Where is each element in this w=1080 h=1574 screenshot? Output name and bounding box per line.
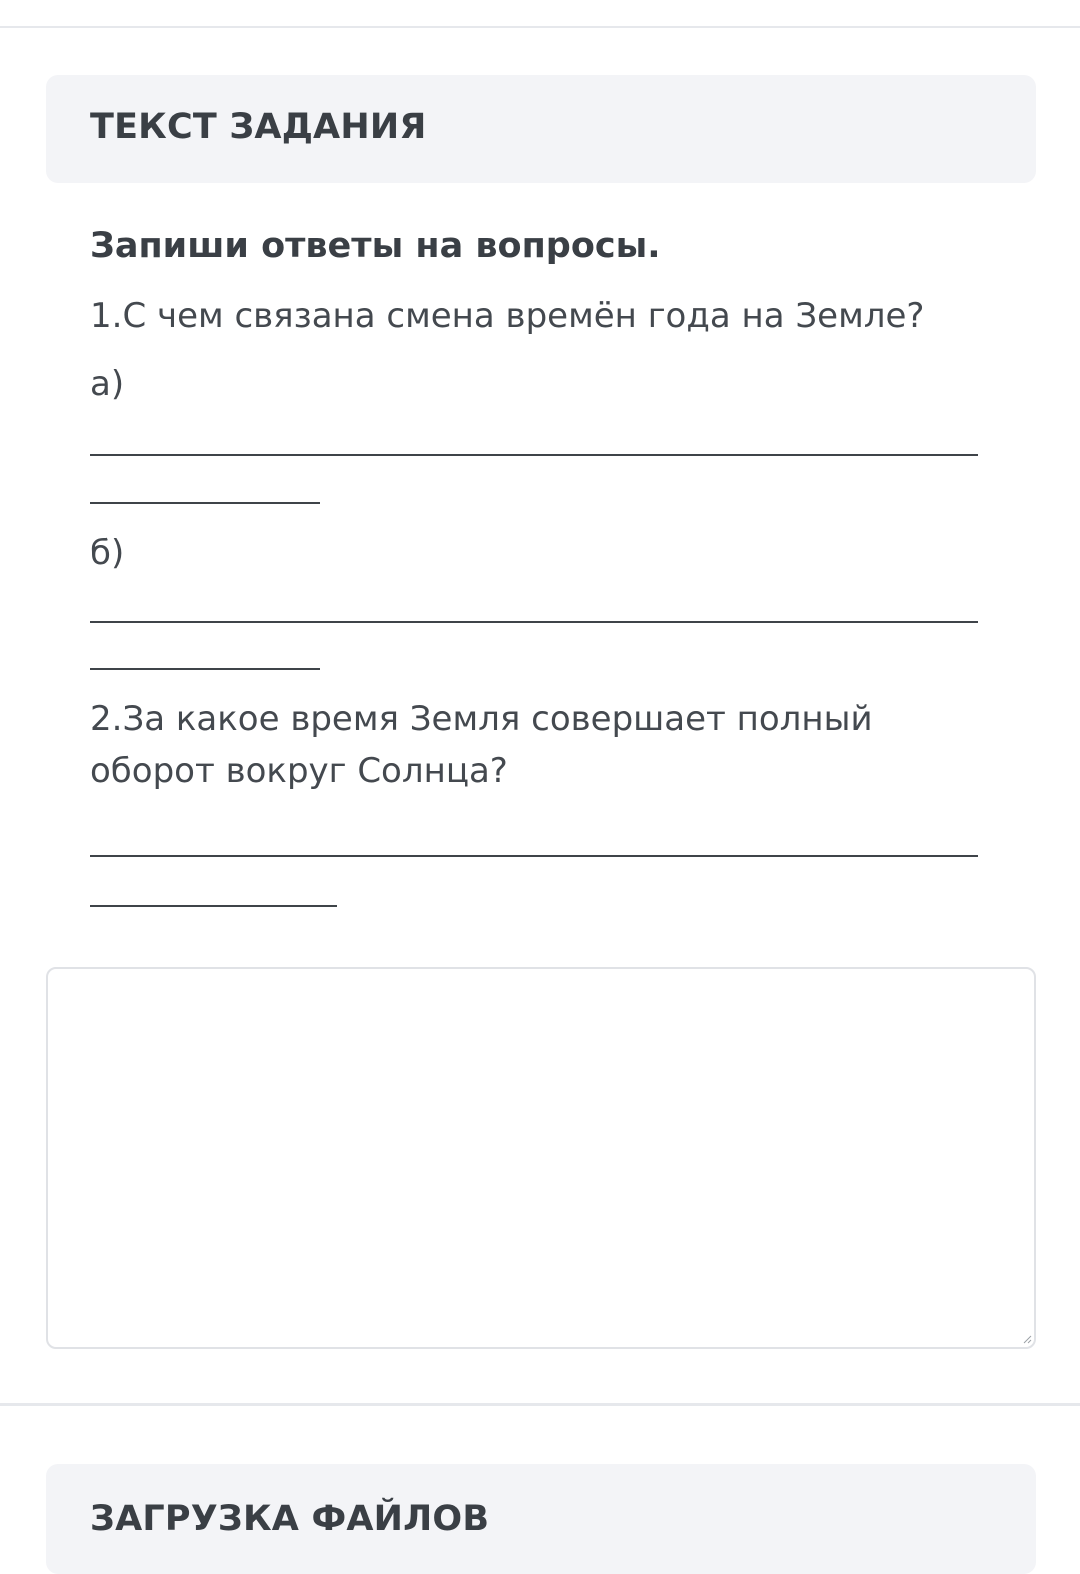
- answer-line-q2-2: [90, 905, 337, 907]
- task-section-title: ТЕКСТ ЗАДАНИЯ: [90, 107, 427, 147]
- answer-line-a-2: [90, 502, 320, 504]
- task-text: [90, 222, 990, 791]
- task-section-header: [46, 75, 1036, 183]
- task-intro: Запиши ответы на вопросы.: [90, 226, 661, 266]
- upload-section-header: [46, 1464, 1036, 1574]
- option-a-label: а): [90, 364, 125, 404]
- upload-section-title: ЗАГРУЗКА ФАЙЛОВ: [90, 1499, 490, 1539]
- option-b-label: б): [90, 533, 125, 573]
- answer-line-b-2: [90, 668, 320, 670]
- question-2: 2.За какое время Земля совершает полный оборот вокруг Солнца?: [90, 699, 873, 791]
- answer-textarea[interactable]: [46, 967, 1036, 1349]
- resize-grip-icon[interactable]: [1022, 1334, 1032, 1344]
- answer-line-b-1: [90, 621, 978, 623]
- answer-line-q2-1: [90, 855, 978, 857]
- top-divider: [0, 26, 1080, 28]
- question-1: 1.С чем связана смена времён года на Земле?: [90, 296, 925, 336]
- answer-line-a-1: [90, 454, 978, 456]
- section-divider: [0, 1403, 1080, 1406]
